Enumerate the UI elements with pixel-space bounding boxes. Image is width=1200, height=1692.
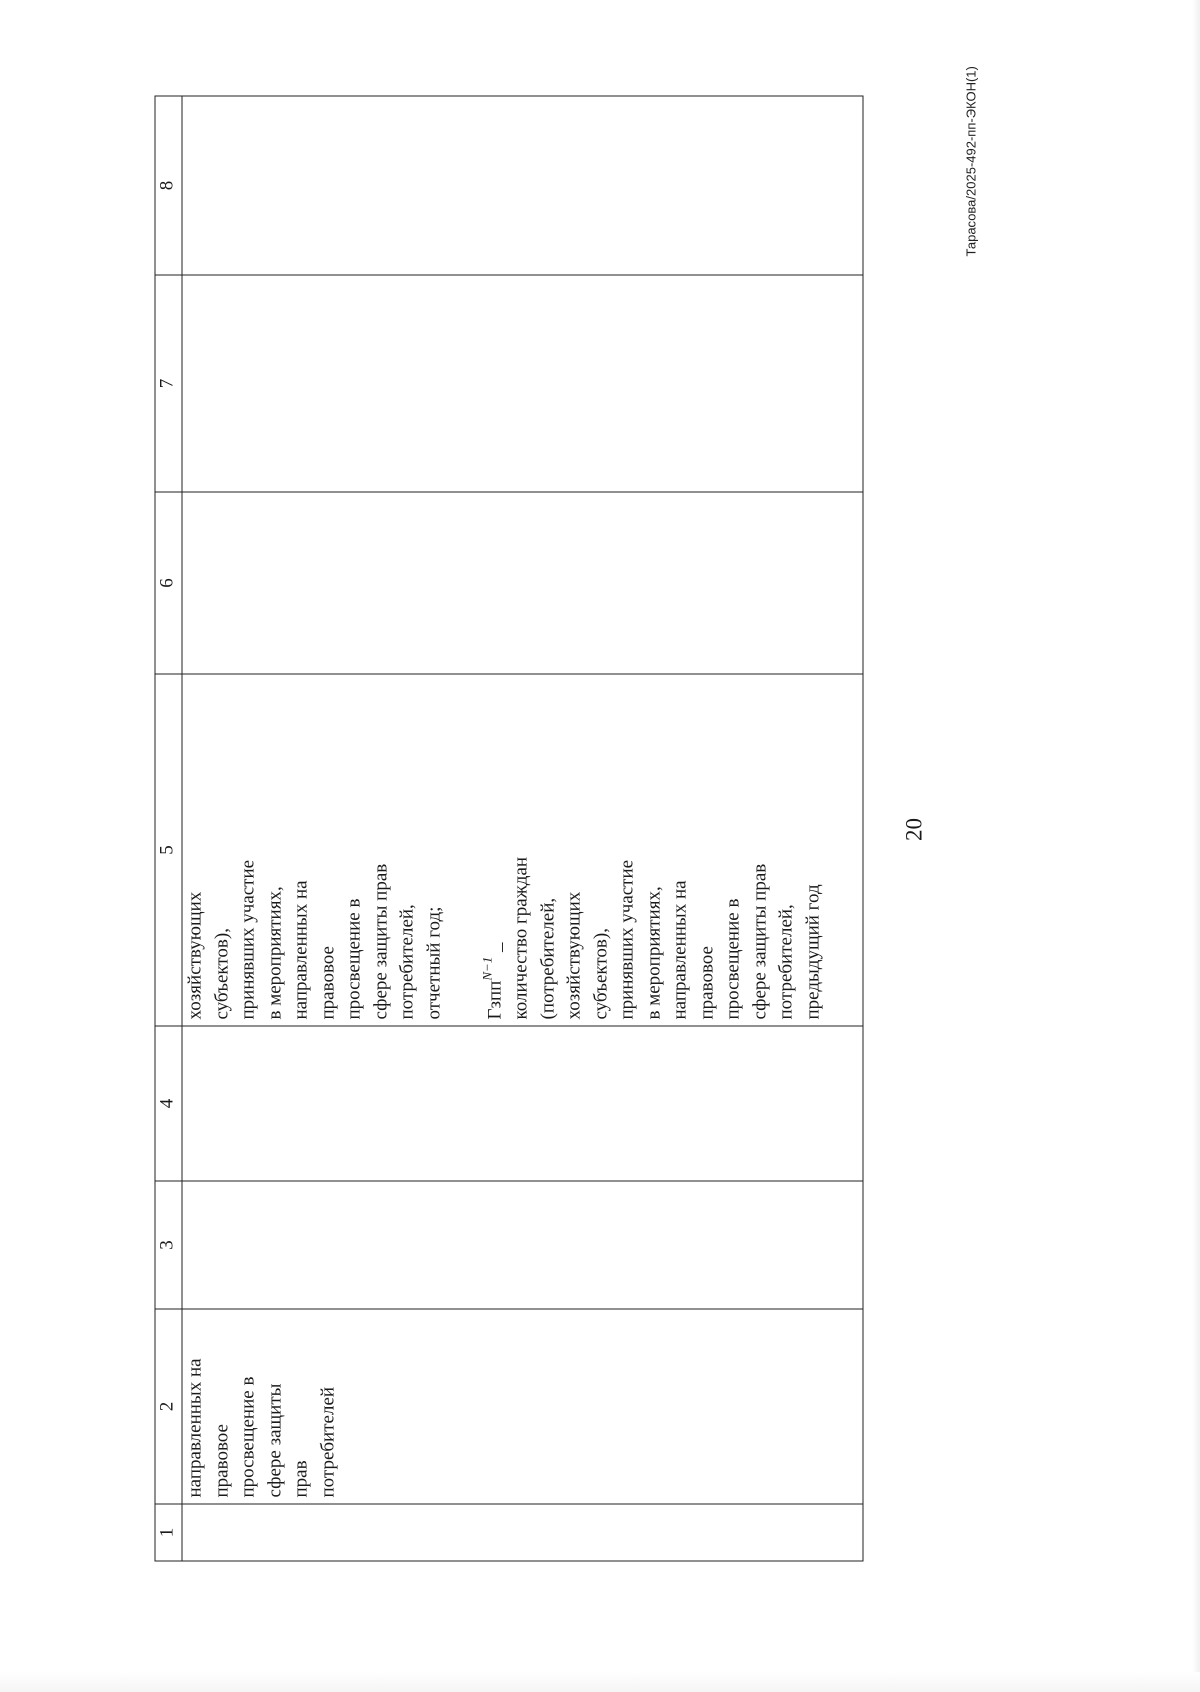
column-header-4: 4: [155, 1026, 182, 1181]
formula-gzpp-prev: [474, 681, 509, 1020]
column-header-2: 2: [155, 1309, 182, 1504]
cell-col5-line: направленных на: [290, 880, 312, 1020]
column-header-7: 7: [155, 275, 182, 492]
cell-col6: [182, 492, 863, 674]
cell-col5-line: правовое: [317, 946, 338, 1020]
cell-col2-line: правовое: [211, 1424, 232, 1498]
cell-col5-line: в мероприятиях,: [264, 886, 285, 1020]
cell-col5: [182, 674, 863, 1026]
cell-col2: [182, 1309, 863, 1504]
cell-col5-line: отчетный год;: [423, 906, 444, 1020]
cell-col2-line: сфере защиты: [264, 1383, 285, 1498]
column-header-3: 3: [155, 1181, 182, 1309]
cell-col5-line: правовое: [696, 946, 717, 1020]
table-row: [182, 96, 863, 1561]
document-code: Тарасова/2025-492-пп-ЭКОН(1): [963, 66, 979, 257]
column-header-8: 8: [155, 96, 182, 275]
cell-col5-line: сфере защиты прав: [370, 863, 391, 1020]
cell-col2-line: направленных на: [184, 1358, 206, 1498]
rotated-page-content: [156, 66, 979, 1562]
cell-col2-line: просвещение в: [237, 1376, 259, 1498]
cell-col5-line: принявших участие: [237, 859, 259, 1020]
cell-col5-line: просвещение в: [722, 898, 744, 1020]
document-table: [155, 96, 864, 1562]
cell-col2-line: прав: [290, 1460, 312, 1498]
column-header-6: 6: [155, 492, 182, 674]
formula-base: Гзпп: [484, 980, 505, 1020]
cell-col5-line: субъектов),: [211, 928, 232, 1020]
cell-col5-line: субъектов),: [590, 928, 611, 1020]
formula-superscript: N−1: [479, 956, 494, 981]
cell-col5-line: направленных на: [669, 880, 691, 1020]
cell-col5-line: сфере защиты прав: [749, 863, 770, 1020]
cell-col1: [182, 1504, 863, 1561]
scan-edge-right: [1192, 0, 1200, 1692]
cell-col8: [182, 96, 863, 275]
column-header-5: 5: [155, 674, 182, 1026]
cell-col5-line: хозяйствующих: [184, 891, 206, 1020]
cell-col5-line: потребителей,: [775, 904, 797, 1020]
scan-edge-bottom: [0, 1672, 1200, 1692]
cell-col5-line: принявших участие: [616, 859, 638, 1020]
cell-col5-line: в мероприятиях,: [643, 886, 664, 1020]
paragraph-gap: [448, 681, 475, 1020]
table-header-row: [155, 96, 182, 1561]
formula-tail: _: [484, 942, 505, 957]
cell-col5-line: просвещение в: [343, 898, 365, 1020]
cell-col5-line: хозяйствующих: [563, 891, 585, 1020]
cell-col5-line: (потребителей,: [537, 897, 558, 1020]
column-header-1: 1: [155, 1504, 182, 1561]
cell-col5-line: количество граждан: [510, 856, 532, 1020]
cell-col5-line: потребителей,: [396, 904, 418, 1020]
cell-col3: [182, 1181, 863, 1309]
cell-col4: [182, 1026, 863, 1181]
cell-col7: [182, 275, 863, 492]
cell-col5-line: предыдущий год: [802, 884, 823, 1020]
cell-col2-line: потребителей: [317, 1386, 338, 1498]
page-number: 20: [901, 818, 927, 841]
